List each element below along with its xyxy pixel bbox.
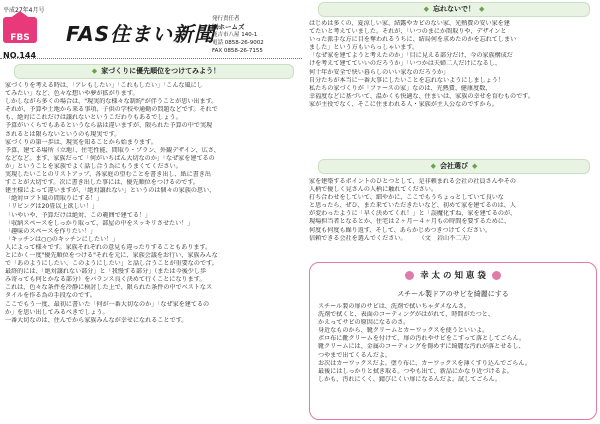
text-line: しかも、汚れにくく、錆びにくい扉になるんだよ。試してごらん。 [318, 375, 502, 383]
tip-title [310, 269, 596, 281]
text-line: いった派手な方に目を奪われるうちに、結局何を求めたのかを忘れてしまい [309, 36, 517, 44]
text-line: 洗剤で拭くと、表面のコーティングがはがれて、時間がたつと、 [318, 311, 494, 319]
text-line: か」ということを家族でよく話し合う為にもうまくてください。 [5, 162, 182, 170]
publisher-name: ㈱ホームズ [212, 23, 245, 31]
section-heading-text: 忘れないで！ [433, 5, 475, 13]
text-line: 家を建築するポイントのひとつとして、是非頼まれる会社の社員さんやその [309, 178, 516, 185]
text-line: 予算、建てる場所（立地）、住宅性能、間取り・プラン、外観デザイン、広さ、 [5, 146, 220, 154]
text-line: 「絶対ロフト風の間取りにする！」 [5, 195, 103, 203]
text-line: 靴クリームには、金属のコーティングを傷めずに綺麗な汚れが落とせるし、 [318, 343, 525, 351]
text-line: ここでもう一度、最初に書いた「何が一番大切なのか」「なぜ家を建てるの [5, 300, 210, 308]
text-line: かえってサビの原因になるのさ。 [318, 319, 410, 327]
diamond-icon: ◆ [423, 5, 429, 13]
text-line: これは、色々な条件を冷静に検討した上で、限られた条件の中でベストなス [5, 284, 213, 292]
text-line: てたいと考えていました。それが、「いつのまにか間取りや、デザインと [309, 28, 507, 36]
publisher-tel: 電話 0858-26-9002 [212, 40, 264, 46]
text-line: しかしながら多くの場合は、"現実的な様々な制約"が伴うことが思い出ます。 [5, 98, 218, 106]
text-line: 信頼できる会社を選んでください。 （文 岩山不二夫） [309, 234, 474, 242]
diamond-icon: ◆ [91, 67, 98, 75]
text-line: 現場担当者となるとか、住宅は２ヶ月～４ヶ月もの時間を要するために、 [309, 218, 511, 226]
text-line: すことが大切です。次に書き出した事には、優先順位をつけるのです。 [5, 179, 200, 187]
text-line: 家づくりの第一歩は、現実を知ることから始まります。 [5, 138, 157, 146]
circle-icon [405, 271, 414, 280]
text-line: 「リビングは20畳以上欲しい！」 [5, 203, 98, 211]
text-line: 幸福度などに基づいて、温かくも快適な、住まいは、家族の幸せを育むものです。 [309, 92, 534, 100]
text-line: などなど。ます、家族だって「何がいちばん大切なのか」「なぜ家を建てるの [5, 154, 215, 162]
text-line: 打ち合わせをしていて、細やかに、ここでもうちょっとしていて良いな [309, 194, 504, 202]
text-line: つやまで出てくるんだよ。 [318, 351, 392, 359]
text-line: 最後にはしっかりと拭き取る。つやも出て、新品にかなり近づけるよ。 [318, 367, 513, 375]
logo-text: FBS [10, 33, 30, 43]
house-roof-icon [9, 11, 31, 19]
text-line: スチール製の扉のサビは、洗剤で拭いちゃダメなんさ。 [318, 303, 470, 310]
issue-number: NO.144 [3, 51, 37, 60]
article-company-body [309, 178, 596, 243]
text-line: 「収納スペースをしっかり取って、部屋の中をスッキリさせたい！」 [5, 219, 194, 227]
text-line: 「キッチンは○○のキッチンにしたい！」 [5, 235, 119, 243]
section-heading-dont-forget [318, 2, 590, 17]
text-line: 家が主役でなく、そこに住まわれる人・家族が主人公なのですから。 [309, 100, 498, 108]
publisher-block [212, 15, 302, 55]
text-line: ました」という方もいらっしゃいます。 [309, 44, 419, 52]
section-heading-text: 家づくりに優先順位をつけてみよう！ [101, 67, 221, 75]
article-dont-forget-body [309, 20, 596, 109]
text-line: けを考えて建てていいのだろうか」「いつかは夫婦二人だけになるし、 [309, 60, 501, 68]
text-line: 何度も何度も繰り返す、そして、あらかじめつきつけてください。 [309, 226, 492, 234]
text-line: 一番大切なのは、住んでから家族みんなが幸せになれることです。 [5, 316, 188, 324]
text-line: 人柄で優しく見さんの人柄に触れてください。 [309, 186, 437, 194]
text-line: てみたい」など、色々な想いや夢が拡がります。 [5, 90, 139, 98]
text-line: で「あのようにしたい、このようにしたい」と話し合うことが重要なのです。 [5, 260, 218, 268]
text-line: とにかく一度"優先順位をつける"それを元に、家族会議をお行い、家族みんな [5, 251, 218, 259]
newsletter-title: FAS住まい新聞 [66, 22, 215, 46]
text-line: 建主様によって違いますが、「絶対譲れない」というのは個々の家族の思い、 [5, 187, 216, 195]
text-line: 私たちの家づくりが「ファースの家」なのは、光熱費、健康度数、 [309, 84, 492, 92]
section-heading-company [318, 159, 590, 174]
tip-title-text: 幸 太 の 知 恵 袋 [420, 271, 486, 281]
text-line: か」を思い出してみるべきでしょう。 [5, 308, 109, 316]
text-line: 何十年か安全で快い暮らしのいい家なのだろうか」 [309, 68, 450, 76]
text-line: み寄っても何とかなる部分）をバランス良く決めて行くことになります。 [5, 276, 206, 284]
publisher-label: 発行責任者 [212, 16, 240, 22]
text-line: 家づくりを考える時は、「アレもしたい」「これもしたい」「こんな風にし [5, 82, 203, 89]
company-logo [3, 17, 37, 43]
section-heading-priority [14, 64, 294, 79]
issue-date: 平成27年4月号 [3, 7, 45, 14]
text-line: と思ったら、ぜひ、また来ていただきたいなど、初めて家を建てるのは、人 [309, 202, 516, 210]
diamond-icon: ◆ [479, 5, 485, 13]
section-heading-text: 会社選び [440, 162, 468, 170]
text-line: 「なぜ家を建てようと考えたのか」「目に見える部分だけ、今の家族構成だ [309, 52, 513, 60]
text-line: それが、予算や土地から来る事項、子供の学校や通勤の問題などです。それで [5, 106, 218, 114]
tip-body [318, 303, 590, 384]
text-line: 自分たちが本当に一番大事にしたいことを忘れないようにしましょう！ [309, 76, 504, 84]
text-line: 実現したいことのリストアップ、各家庭の望むことを書き出し、紙に書き出 [5, 171, 211, 179]
article-priority-body [5, 82, 302, 325]
text-line: 「いやいや、予算だけは絶対、この範囲で建てる！」 [5, 211, 152, 219]
tip-subtitle: スチール製ドアのサビを綺麗にする [397, 290, 509, 298]
text-line: が変わったように「早く決めてくれ！」と「誤魔化すね、家を建てるのが、 [309, 210, 517, 218]
text-line: はじめは多くの、夏涼しい家、結露やカビのない家、光熱費の安い家を建 [309, 20, 510, 27]
text-line: 予算がいくらでもあるというなら話は違いますが、限られた予算の中で実現 [5, 122, 213, 130]
diamond-icon: ◆ [430, 162, 436, 170]
diamond-icon: ◆ [472, 162, 478, 170]
publisher-address: 鹿吉市八屋 140-1 [212, 32, 258, 38]
text-line: タイルを作る為の手段なのです。 [5, 292, 96, 300]
circle-icon [492, 271, 501, 280]
text-line: お次はカーワックスだよ。塗り布に、カーワックスを薄くすり込んでごらん。 [318, 359, 531, 367]
publisher-fax: FAX 0858-26-7155 [212, 48, 263, 54]
text-line: 身近なものから、靴クリームとカーワックスを使うといいよ。 [318, 327, 489, 335]
text-line: ボロ布に靴クリームを付けて、扉の汚れやサビをこすって落としてごらん。 [318, 335, 526, 343]
text-line: 人によって様々です。家族それぞれの意見も違ったりすることもあります。 [5, 243, 212, 251]
tip-box [309, 262, 597, 420]
text-line: 最終的には、「絶対譲れない部分」と「我慢する部分」（または今後少し歩 [5, 268, 207, 276]
text-line: されるとは限らないというのも現実です。 [5, 130, 121, 138]
text-line: も、絶対にこれだけは譲れないというこだわりもあるでしょう。 [5, 114, 182, 122]
header-divider [0, 58, 302, 59]
text-line: 「趣味のスペースを作りたい！」 [5, 227, 97, 235]
